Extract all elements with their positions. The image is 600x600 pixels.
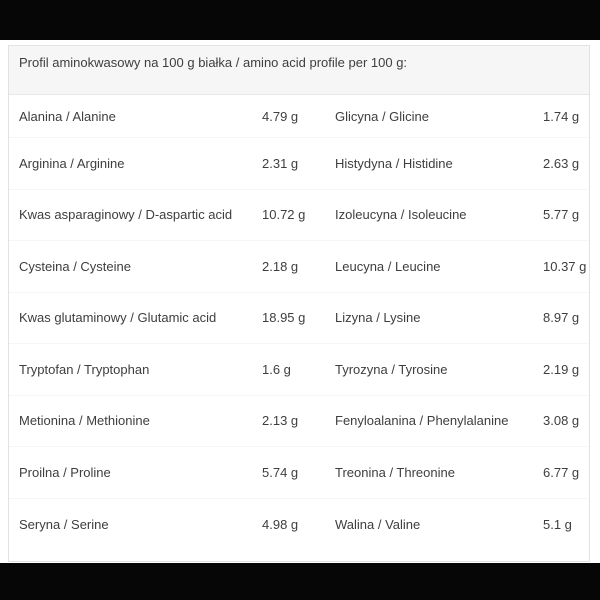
amino-name: Lizyna / Lysine bbox=[335, 310, 421, 326]
amino-name: Walina / Valine bbox=[335, 516, 421, 532]
amino-value: 18.95 g bbox=[262, 310, 306, 326]
amino-value: 2.19 g bbox=[543, 361, 580, 377]
table-row bbox=[9, 499, 589, 551]
amino-name: Metionina / Methionine bbox=[19, 413, 150, 429]
amino-acid-profile-card bbox=[8, 45, 590, 562]
amino-name: Tyrozyna / Tyrosine bbox=[335, 361, 448, 377]
table-row bbox=[9, 190, 589, 242]
amino-name: Tryptofan / Tryptophan bbox=[19, 361, 150, 377]
table-row bbox=[9, 138, 589, 190]
amino-value: 2.63 g bbox=[543, 155, 580, 171]
top-black-bar bbox=[0, 0, 600, 40]
amino-value: 2.31 g bbox=[262, 155, 299, 171]
amino-value: 2.18 g bbox=[262, 258, 299, 274]
amino-name: Leucyna / Leucine bbox=[335, 258, 441, 274]
table-header: Profil aminokwasowy na 100 g białka / amino acid profile per 100 g: bbox=[9, 46, 589, 95]
amino-value: 10.37 g bbox=[543, 258, 587, 274]
amino-value: 5.74 g bbox=[262, 464, 299, 480]
amino-name: Kwas asparaginowy / D-aspartic acid bbox=[19, 207, 233, 223]
table-row bbox=[9, 95, 589, 138]
bottom-black-bar bbox=[0, 563, 600, 600]
amino-name: Fenyloalanina / Phenylalanine bbox=[335, 413, 509, 429]
table-row bbox=[9, 293, 589, 345]
amino-name: Cysteina / Cysteine bbox=[19, 258, 131, 274]
amino-name: Izoleucyna / Isoleucine bbox=[335, 207, 467, 223]
amino-name: Glicyna / Glicine bbox=[335, 108, 429, 124]
amino-value: 6.77 g bbox=[543, 464, 580, 480]
amino-name: Alanina / Alanine bbox=[19, 108, 116, 124]
amino-name: Arginina / Arginine bbox=[19, 155, 125, 171]
amino-value: 10.72 g bbox=[262, 207, 306, 223]
amino-name: Kwas glutaminowy / Glutamic acid bbox=[19, 310, 217, 326]
table-row bbox=[9, 344, 589, 396]
amino-value: 5.1 g bbox=[543, 516, 572, 532]
table-row bbox=[9, 447, 589, 499]
amino-name: Histydyna / Histidine bbox=[335, 155, 453, 171]
amino-value: 4.79 g bbox=[262, 108, 299, 124]
amino-value: 8.97 g bbox=[543, 310, 580, 326]
amino-value: 1.6 g bbox=[262, 361, 291, 377]
amino-name: Seryna / Serine bbox=[19, 516, 109, 532]
table-row bbox=[9, 241, 589, 293]
amino-value: 1.74 g bbox=[543, 108, 580, 124]
amino-value: 3.08 g bbox=[543, 413, 580, 429]
amino-value: 2.13 g bbox=[262, 413, 299, 429]
amino-name: Proilna / Proline bbox=[19, 464, 111, 480]
table-row bbox=[9, 396, 589, 448]
amino-value: 5.77 g bbox=[543, 207, 580, 223]
amino-value: 4.98 g bbox=[262, 516, 299, 532]
amino-name: Treonina / Threonine bbox=[335, 464, 455, 480]
amino-acid-table bbox=[9, 95, 589, 550]
